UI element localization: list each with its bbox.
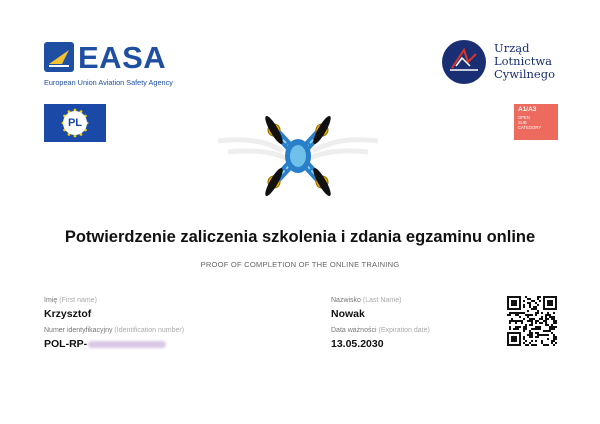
first-name-label-en: (First name) — [59, 297, 97, 304]
id-number-label-pl: Numer identyfikacyjny — [44, 327, 113, 334]
id-number-redacted — [88, 341, 166, 348]
easa-subtitle: European Union Aviation Safety Agency — [44, 78, 173, 87]
expiration-value: 13.05.2030 — [331, 338, 384, 350]
ulc-line-1: Urząd — [494, 41, 530, 55]
last-name-label-pl: Nazwisko — [331, 297, 361, 304]
first-name-value: Krzysztof — [44, 308, 92, 320]
country-code: PL — [63, 111, 87, 135]
category-line-3: CATEGORY — [518, 125, 542, 130]
expiration-label-en: (Expiration date) — [378, 327, 430, 334]
easa-wing-icon — [44, 42, 74, 72]
ulc-line-2: Lotnictwa — [494, 54, 553, 68]
last-name-label-en: (Last Name) — [362, 297, 402, 304]
id-number-label — [44, 327, 184, 334]
first-name-label — [44, 297, 97, 304]
eu-flag-icon — [44, 104, 106, 142]
easa-logo — [44, 42, 172, 92]
drone-icon — [218, 96, 378, 218]
expiration-label — [331, 327, 430, 334]
last-name-label — [331, 297, 401, 304]
category-description — [518, 115, 552, 130]
id-number-prefix: POL-RP- — [44, 338, 88, 350]
ulc-logo — [442, 40, 572, 90]
category-line-1: OPEN — [518, 115, 530, 120]
id-number-value — [44, 338, 166, 350]
ulc-name — [494, 42, 555, 81]
certificate-title: Potwierdzenie zaliczenia szkolenia i zdania egzaminu online — [64, 228, 536, 246]
first-name-label-pl: Imię — [44, 297, 58, 304]
category-badge — [514, 104, 558, 140]
last-name-value: Nowak — [331, 308, 365, 320]
ulc-line-3: Cywilnego — [494, 67, 555, 81]
expiration-label-pl: Data ważności — [331, 327, 377, 334]
id-number-label-en: (Identification number) — [114, 327, 185, 334]
category-line-2: SUB — [518, 120, 527, 125]
ulc-emblem-icon — [442, 40, 486, 84]
category-code: A1/A3 — [518, 106, 537, 113]
certificate-subtitle: PROOF OF COMPLETION OF THE ONLINE TRAINING — [200, 260, 400, 269]
qr-code-icon — [507, 296, 557, 346]
easa-wordmark: EASA — [78, 40, 167, 75]
